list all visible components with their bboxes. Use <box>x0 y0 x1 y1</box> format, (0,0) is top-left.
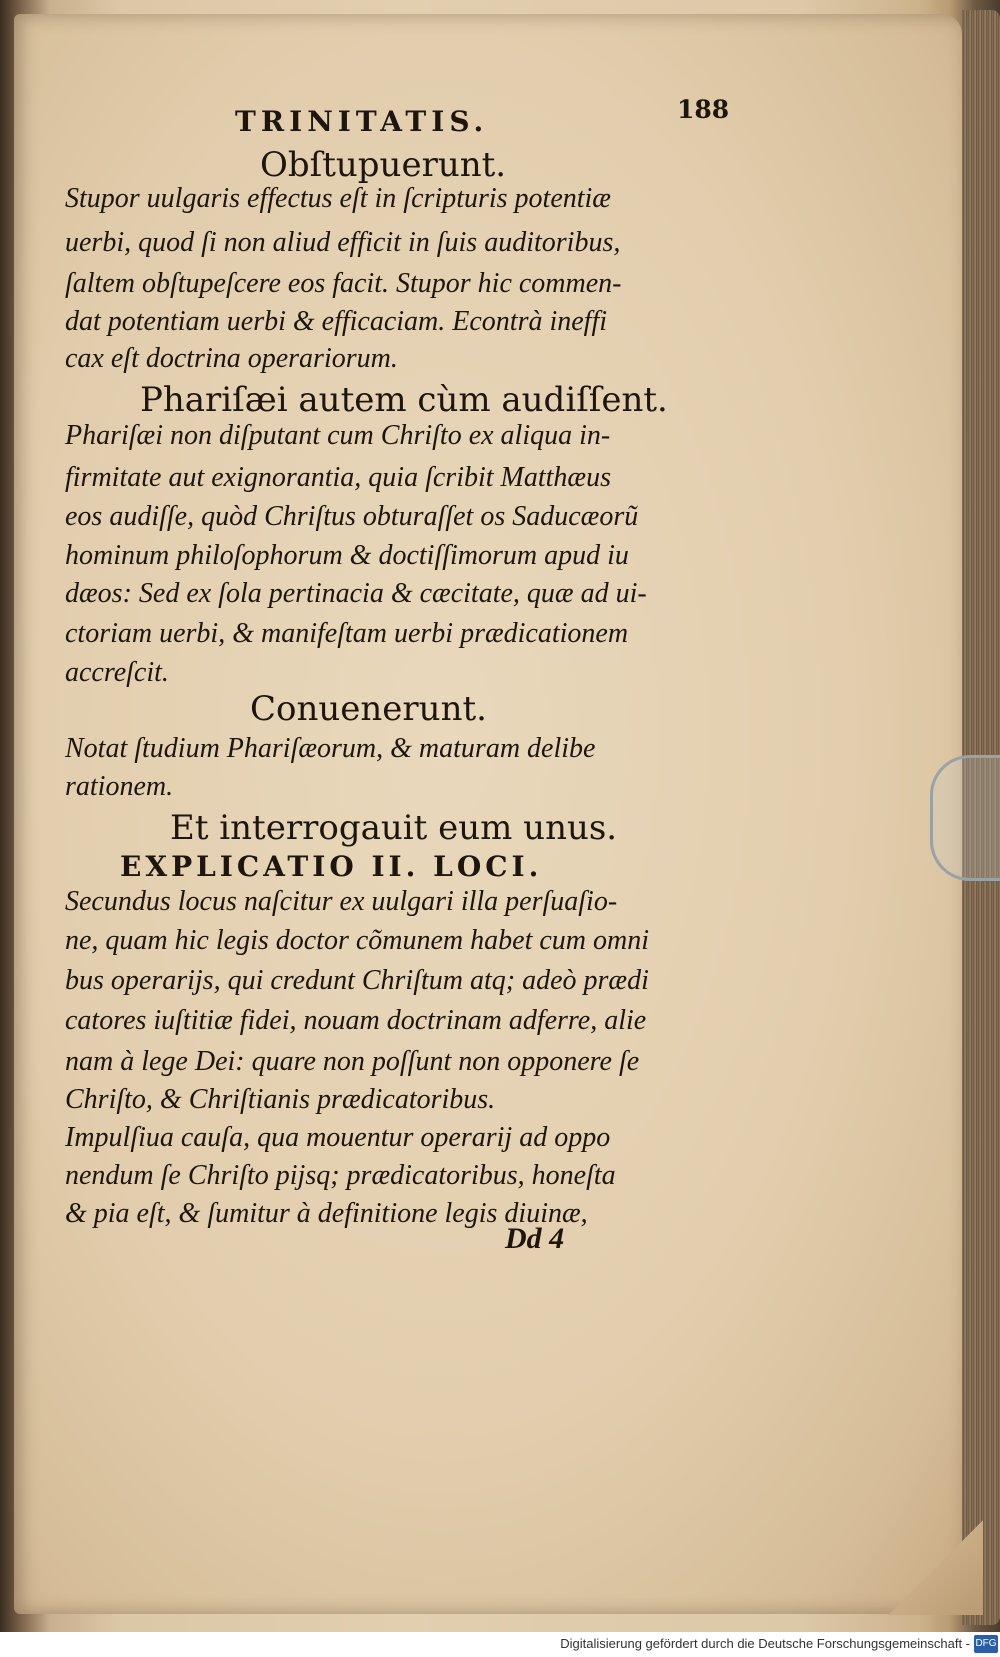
text-line: Phariſæi non diſputant cum Chriſto ex aliqua in- <box>65 420 611 451</box>
lemma-heading: Phariſæi autem cùm audiſſent. <box>140 380 668 420</box>
text-line: dat potentiam uerbi & efficaciam. Econtrà ineffi <box>65 306 608 337</box>
text-line: firmitate aut exignorantia, quia ſcribit Matthæus <box>65 462 611 493</box>
text-line: nendum ſe Chriſto pijsq; prædicatoribus, honeſta <box>65 1160 616 1191</box>
text-line: Impulſiua cauſa, qua mouentur operarij ad oppo <box>65 1122 611 1153</box>
text-line: nam à lege Dei: quare non poſſunt non opponere ſe <box>65 1046 640 1077</box>
text-line: uerbi, quod ſi non aliud efficit in ſuis auditoribus, <box>65 227 621 258</box>
lemma-heading: Conuenerunt. <box>250 689 487 729</box>
footer-bar <box>0 1632 1000 1657</box>
text-line: & pia eſt, & ſumitur à definitione legis diuinæ, <box>65 1198 588 1229</box>
section-heading: EXPLICATIO II. LOCI. <box>120 850 543 883</box>
text-line: Stupor uulgaris effectus eſt in ſcripturis potentiæ <box>65 183 611 214</box>
text-line: Secundus locus naſcitur ex uulgari illa perſuaſio- <box>65 886 618 917</box>
text-line: accreſcit. <box>65 657 169 688</box>
lemma-heading: Obſtupuerunt. <box>260 145 507 185</box>
folio-number: 188 <box>677 95 730 124</box>
text-line: Chriſto, & Chriſtianis prædicatoribus. <box>65 1084 496 1115</box>
bookmark-clip <box>930 755 1000 881</box>
text-line: rationem. <box>65 771 174 802</box>
text-line: ſaltem obſtupeſcere eos facit. Stupor hic commen- <box>65 268 622 299</box>
text-line: eos audiſſe, quòd Chriſtus obturaſſet os Saducæorũ <box>65 501 639 532</box>
text-line: bus operarijs, qui credunt Chriſtum atq; adeò prædi <box>65 965 649 996</box>
text-line: ne, quam hic legis doctor cõmunem habet cum omni <box>65 925 649 956</box>
lemma-heading: Et interrogauit eum unus. <box>170 808 618 848</box>
folded-corner <box>888 1520 983 1615</box>
text-line: hominum philoſophorum & doctiſſimorum apud iu <box>65 540 629 571</box>
text-line: ctoriam uerbi, & manifeſtam uerbi prædicationem <box>65 618 629 649</box>
signature-mark: Dd 4 <box>505 1222 565 1255</box>
text-line: dæos: Sed ex ſola pertinacia & cæcitate, quæ ad ui- <box>65 578 647 609</box>
text-line: catores iuſtitiæ fidei, nouam doctrinam adferre, alie <box>65 1005 647 1036</box>
running-head: TRINITATIS. <box>235 105 489 138</box>
footer-credit: Digitalisierung gefördert durch die Deutsche Forschungsgemeinschaft - <box>560 1636 970 1651</box>
text-line: cax eſt doctrina operariorum. <box>65 343 398 374</box>
text-line: Notat ſtudium Phariſæorum, & maturam delibe <box>65 733 596 764</box>
dfg-logo: DFG <box>974 1635 998 1653</box>
